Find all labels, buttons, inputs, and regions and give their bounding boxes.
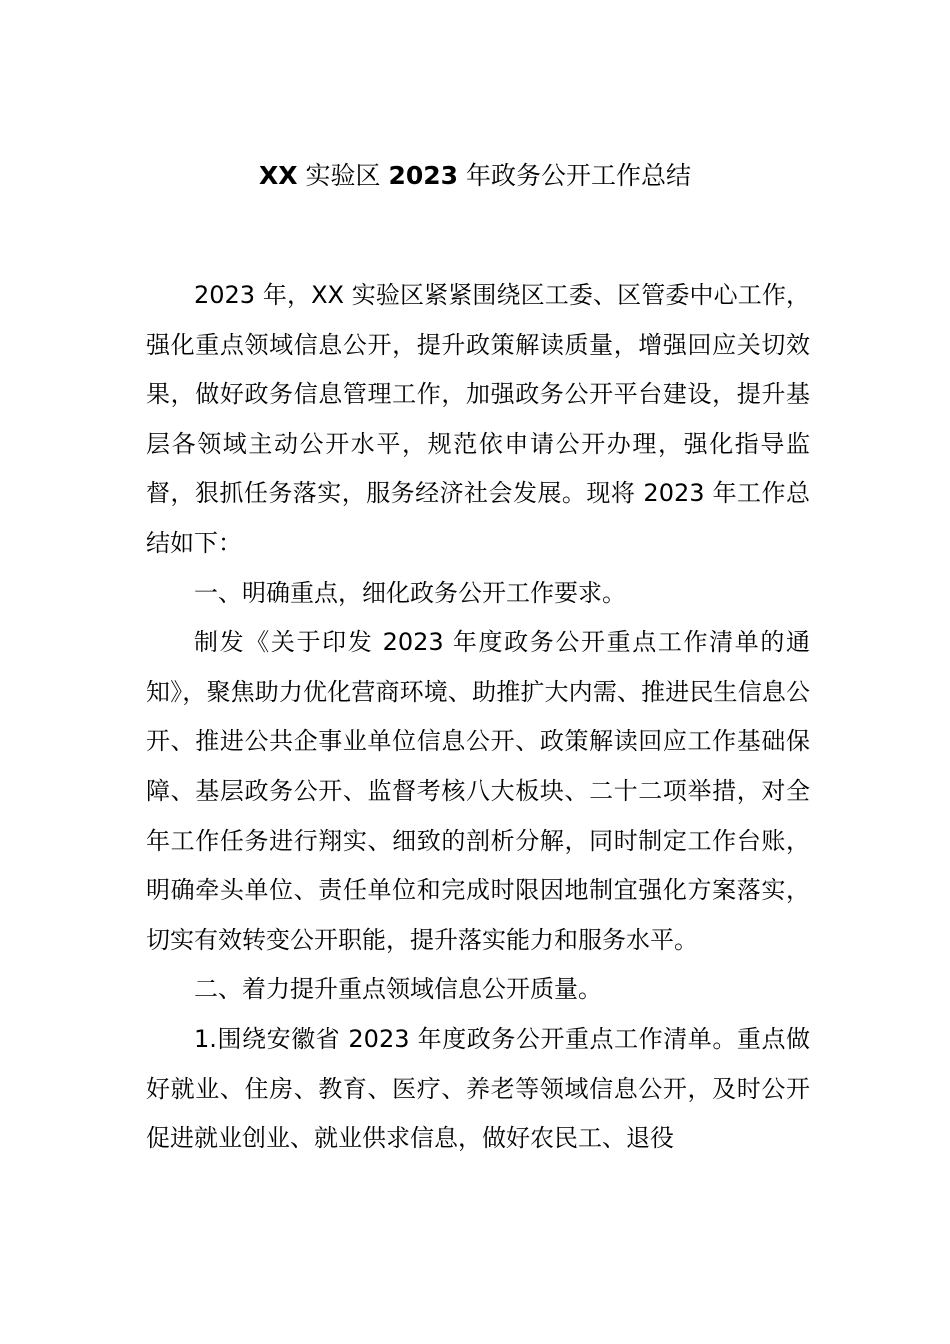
title-year: 2023 (388, 161, 459, 190)
section-1-paragraph: 制发《关于印发 2023 年度政务公开重点工作清单的通知》，聚焦助力优化营商环境、助推扩大内需、推进民生信息公开、推进公共企事业单位信息公开、政策解读回应工作基础保障、基层政务公开、监督考核八大板块、二十二项举措，对全年工作任务进行翔实、细致的剖析分解，同时制定工作台账，明确牵头单位、责任单位和完成时限因地制宜强化方案落实，切实有效转变公开职能，提升落实能力和服务水平。 (146, 628, 810, 954)
document-body (146, 271, 810, 1164)
section-heading-1: 一、明确重点，细化政务公开工作要求。 (194, 578, 626, 607)
section-heading-2: 二、着力提升重点领域信息公开质量。 (194, 975, 602, 1004)
section-2-paragraph: 1.围绕安徽省 2023 年度政务公开重点工作清单。重点做好就业、住房、教育、医疗、养老等领域信息公开，及时公开促进就业创业、就业供求信息，做好农民工、退役 (146, 1024, 810, 1153)
title-xx: XX (258, 161, 298, 190)
title-text-1: 实验区 (297, 161, 389, 190)
intro-paragraph: 2023 年，XX 实验区紧紧围绕区工委、区管委中心工作，强化重点领域信息公开，提升政策解读质量，增强回应关切效果，做好政务信息管理工作，加强政务公开平台建设，提升基层各领域主动公开水平，规范依申请公开办理，强化指导监督，狠抓任务落实，服务经济社会发展。现将 2023 年工作总结如下： (146, 281, 810, 557)
document-title (0, 158, 950, 194)
title-text-2: 年政务公开工作总结 (458, 161, 691, 190)
